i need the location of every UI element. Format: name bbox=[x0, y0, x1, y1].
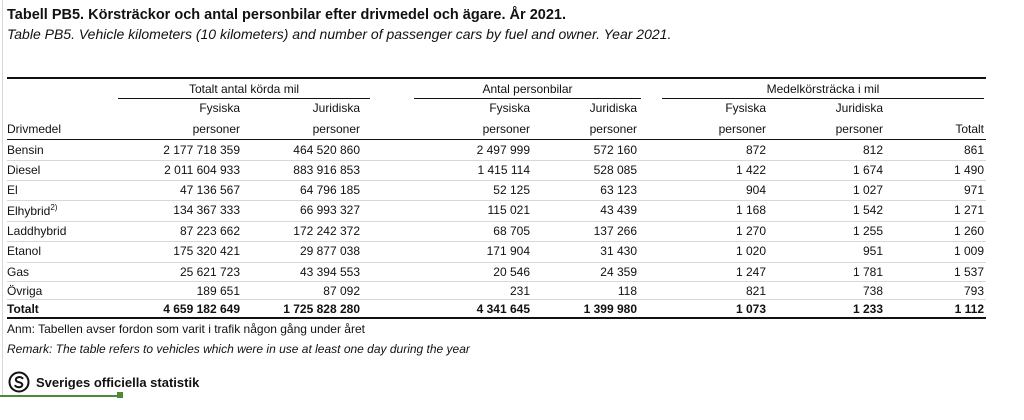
table-title: Tabell PB5. Körsträckor och antal personbilar efter drivmedel och ägare. År 2021. bbox=[7, 7, 566, 23]
table-cell: 1 255 bbox=[852, 224, 883, 238]
table-row bbox=[7, 241, 986, 261]
table-cell: 47 136 567 bbox=[179, 183, 240, 197]
row-label bbox=[7, 224, 66, 238]
table-cell: 2 177 718 359 bbox=[163, 143, 240, 157]
row-label-text: Totalt bbox=[7, 302, 39, 316]
table-cell: 64 796 185 bbox=[299, 183, 360, 197]
table-cell: 1 490 bbox=[953, 163, 984, 177]
table-cell: 2 011 604 933 bbox=[164, 163, 240, 177]
table-cell: 1 260 bbox=[953, 224, 984, 238]
table-cell: 528 085 bbox=[593, 163, 637, 177]
table-row bbox=[7, 140, 986, 160]
table-cell: 821 bbox=[745, 284, 766, 298]
table-subtitle: Table PB5. Vehicle kilometers (10 kilometers) and number of passenger cars by fuel and owner. Year 2021. bbox=[7, 26, 672, 42]
table-cell: 2 497 999 bbox=[476, 143, 530, 157]
row-label-text: Etanol bbox=[7, 244, 42, 258]
table-cell: 951 bbox=[862, 244, 883, 258]
col-header-drivmedel: Drivmedel bbox=[7, 122, 62, 136]
table-cell: 1 247 bbox=[735, 265, 766, 279]
table-cell: 172 242 372 bbox=[293, 224, 360, 238]
row-label bbox=[7, 284, 42, 298]
page-left-border bbox=[2, 0, 3, 395]
table-top-rule bbox=[7, 77, 986, 79]
table-row bbox=[7, 200, 986, 220]
table-row-total bbox=[7, 299, 986, 319]
group-line-km bbox=[118, 98, 370, 99]
table-cell: 4 659 182 649 bbox=[163, 302, 240, 316]
table-cell: 134 367 333 bbox=[173, 203, 240, 217]
table-cell: 118 bbox=[617, 284, 637, 298]
group-line-avg bbox=[662, 98, 984, 99]
table-cell: 1 168 bbox=[735, 203, 766, 217]
table-cell: 66 993 327 bbox=[299, 203, 360, 217]
table-cell: 20 546 bbox=[493, 265, 530, 279]
table-cell: 31 430 bbox=[600, 244, 637, 258]
col-header-cars-fysiska: Fysiska bbox=[489, 101, 530, 115]
row-label-text: Bensin bbox=[7, 143, 44, 157]
footer-accent-bar bbox=[0, 395, 120, 397]
table-cell: 1 542 bbox=[852, 203, 883, 217]
col-header-cars-fysiska-2: personer bbox=[482, 122, 530, 136]
table-cell: 812 bbox=[862, 143, 883, 157]
col-header-km-fysiska-2: personer bbox=[192, 122, 240, 136]
table-cell: 1 112 bbox=[954, 302, 984, 316]
table-cell: 137 266 bbox=[593, 224, 637, 238]
row-label-text: Elhybrid bbox=[7, 204, 51, 218]
table-cell: 4 341 645 bbox=[476, 302, 530, 316]
table-cell: 793 bbox=[963, 284, 984, 298]
table-cell: 738 bbox=[862, 284, 883, 298]
table-row bbox=[7, 221, 986, 241]
table-cell: 1 725 828 280 bbox=[283, 302, 360, 316]
table-cell: 115 021 bbox=[487, 203, 530, 217]
table-cell: 189 651 bbox=[196, 284, 240, 298]
table-cell: 24 359 bbox=[600, 265, 637, 279]
footnote-marker: 2) bbox=[50, 203, 58, 212]
col-header-km-fysiska: Fysiska bbox=[199, 101, 240, 115]
table-cell: 971 bbox=[963, 183, 984, 197]
sos-logo-icon bbox=[8, 371, 30, 393]
col-header-avg-juridiska-2: personer bbox=[835, 122, 883, 136]
table-cell: 171 904 bbox=[486, 244, 530, 258]
table-cell: 1 270 bbox=[735, 224, 766, 238]
row-label-text: Övriga bbox=[7, 284, 43, 298]
table-cell: 231 bbox=[509, 284, 530, 298]
group-line-cars bbox=[414, 98, 641, 99]
row-label-text: Gas bbox=[7, 265, 30, 279]
col-header-cars-juridiska-2: personer bbox=[589, 122, 637, 136]
table-cell: 1 009 bbox=[953, 244, 984, 258]
table-cell: 861 bbox=[963, 143, 984, 157]
table-cell: 87 092 bbox=[323, 284, 360, 298]
note-remark: Remark: The table refers to vehicles which were in use at least one day during the year bbox=[7, 342, 470, 356]
row-label bbox=[7, 244, 41, 258]
note-anm: Anm: Tabellen avser fordon som varit i trafik någon gång under året bbox=[7, 322, 365, 336]
col-header-avg-juridiska: Juridiska bbox=[835, 101, 883, 115]
col-header-totalt: Totalt bbox=[955, 122, 984, 136]
table-row bbox=[7, 180, 986, 200]
table-cell: 572 160 bbox=[593, 143, 637, 157]
row-label-text: Diesel bbox=[7, 163, 41, 177]
table-cell: 1 020 bbox=[735, 244, 766, 258]
table-cell: 1 027 bbox=[852, 183, 883, 197]
col-header-avg-fysiska-2: personer bbox=[718, 122, 766, 136]
table-cell: 68 705 bbox=[493, 224, 530, 238]
table-cell: 25 621 723 bbox=[179, 265, 240, 279]
table-cell: 52 125 bbox=[493, 183, 530, 197]
col-header-km-juridiska: Juridiska bbox=[312, 101, 360, 115]
table-cell: 1 422 bbox=[735, 163, 766, 177]
table-cell: 87 223 662 bbox=[179, 224, 240, 238]
table-cell: 1 674 bbox=[852, 163, 883, 177]
col-header-cars-juridiska: Juridiska bbox=[589, 101, 637, 115]
table-cell: 1 271 bbox=[953, 203, 984, 217]
table-cell: 464 520 860 bbox=[293, 143, 360, 157]
table-cell: 43 439 bbox=[600, 203, 637, 217]
table-cell: 1 415 114 bbox=[477, 163, 530, 177]
table-cell: 872 bbox=[745, 143, 766, 157]
table-cell: 1 537 bbox=[953, 265, 984, 279]
table-cell: 29 877 038 bbox=[299, 244, 360, 258]
table-bottom-rule bbox=[7, 317, 986, 319]
table-row bbox=[7, 262, 986, 282]
sos-logo-text: Sveriges officiella statistik bbox=[36, 374, 200, 390]
table-cell: 175 320 421 bbox=[173, 244, 240, 258]
row-label bbox=[7, 302, 39, 316]
footer-accent-dot bbox=[117, 392, 123, 398]
col-header-km-juridiska-2: personer bbox=[312, 122, 360, 136]
table-cell: 63 123 bbox=[600, 183, 637, 197]
group-header-avg: Medelkörsträcka i mil bbox=[766, 82, 880, 96]
table-cell: 1 073 bbox=[735, 302, 766, 316]
table-cell: 1 233 bbox=[852, 302, 883, 316]
table-cell: 1 399 980 bbox=[583, 302, 637, 316]
sos-logo bbox=[8, 371, 199, 393]
row-label bbox=[7, 143, 44, 157]
row-label-text: Laddhybrid bbox=[7, 224, 67, 238]
table-cell: 883 916 853 bbox=[293, 163, 360, 177]
table-cell: 43 394 553 bbox=[299, 265, 360, 279]
table-cell: 1 781 bbox=[852, 265, 883, 279]
table-cell: 904 bbox=[745, 183, 766, 197]
row-label bbox=[7, 163, 40, 177]
group-header-km: Totalt antal körda mil bbox=[188, 82, 300, 96]
col-header-avg-fysiska: Fysiska bbox=[725, 101, 766, 115]
group-header-cars: Antal personbilar bbox=[482, 82, 573, 96]
table-row bbox=[7, 281, 986, 301]
table-row bbox=[7, 160, 986, 180]
row-label bbox=[7, 183, 18, 197]
row-label bbox=[7, 203, 57, 218]
row-label-text: El bbox=[7, 183, 18, 197]
row-label bbox=[7, 265, 29, 279]
